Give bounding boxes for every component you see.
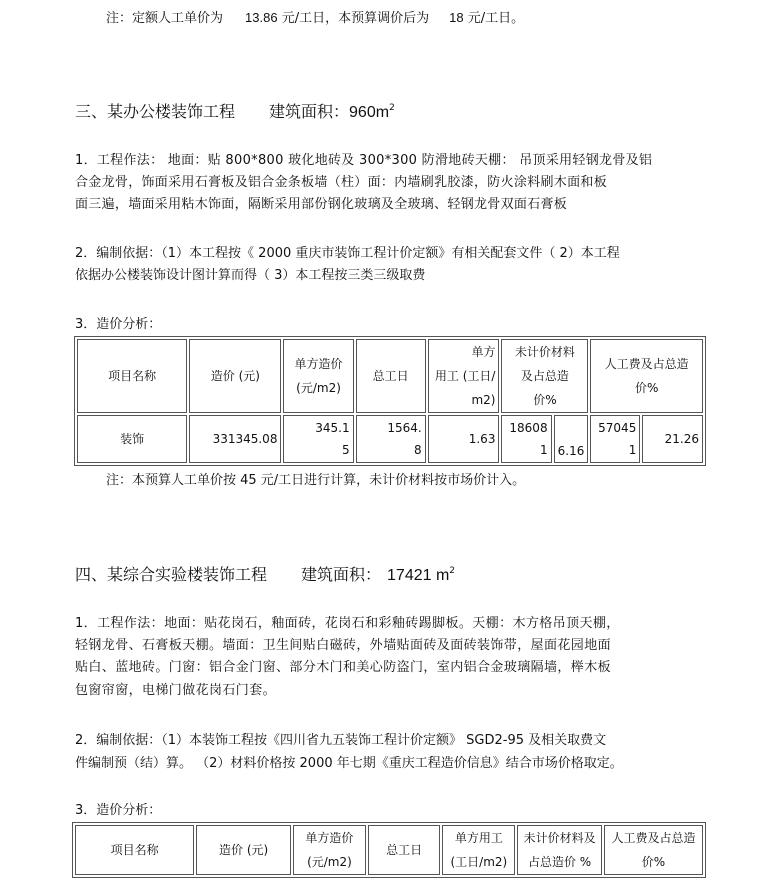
header-material: 未计价材料及 占总造价 % — [517, 825, 602, 875]
section4-cost-table — [72, 822, 706, 878]
header-material: 未计价材料 及占总造 价% — [501, 339, 588, 413]
header-unit-cost: 单方造价 (元/m2) — [283, 339, 353, 413]
table-row — [77, 415, 703, 463]
header-unit-days: 单方 用工 (工日/ m2) — [428, 339, 500, 413]
top-note: 注：定额人工单价为 13.86 元/工日，本预算调价后为 18 元/工日。 — [106, 10, 525, 26]
section3-note: 注：本预算人工单价按 45 元/工日进行计算，未计价材料按市场价计入。 — [106, 473, 526, 488]
cell-labor: 570451 — [590, 415, 640, 463]
section4-method-line-2: 轻钢龙骨、石膏板天棚。墙面：卫生间贴白磁砖，外墙贴面砖及面砖装饰带，屋面花园地面 — [75, 638, 612, 653]
section3-method-line-3: 面三遍，墙面采用粘木饰面，隔断采用部份钢化玻璃及全玻璃、轻钢龙骨双面石膏板 — [75, 197, 568, 212]
cell-material: 186081 — [501, 415, 551, 463]
section4-method-line-4: 包窗帘窗，电梯门做花岗石门套。 — [75, 683, 277, 698]
section3-method-line-1: 1．工程作法： 地面：贴 800*800 玻化地砖及 300*300 防滑地砖天棚： 吊顶采用轻钢龙骨及铝 — [75, 153, 653, 168]
section4-analysis-title: 3．造价分析： — [75, 803, 162, 818]
header-labor: 人工费及占总造 价% — [590, 339, 703, 413]
cell-labor-pct: 21.26 — [642, 415, 703, 463]
section3-area-label: 建筑面积： — [269, 102, 350, 121]
cell-total-days: 1564.8 — [356, 415, 426, 463]
section3-method-line-2: 合金龙骨，饰面采用石膏板及铝合金条板墙（柱）面：内墙刷乳胶漆，防火涂料刷木面和板 — [75, 175, 608, 190]
table-header-row — [77, 339, 703, 413]
section4-basis-line-1: 2．编制依据：（1）本装饰工程按《四川省九五装饰工程计价定额》 SGD2-95 及相关取费文 — [75, 733, 607, 748]
table-header-row — [75, 825, 703, 875]
cell-cost: 331345.08 — [189, 415, 281, 463]
header-item-name: 项目名称 — [77, 339, 187, 413]
section4-method-line-3: 贴白、蓝地砖。门窗：铝合金门窗、部分木门和美心防盗门，室内铝合金玻璃隔墙，榉木板 — [75, 660, 612, 675]
header-item-name: 项目名称 — [75, 825, 194, 875]
cell-item-name: 装饰 — [77, 415, 187, 463]
header-unit-days: 单方用工 (工日/m2) — [442, 825, 515, 875]
section3-area-value: 960m — [349, 104, 390, 121]
section3-basis-line-2: 依据办公楼装饰设计图计算而得（ 3）本工程按三类三级取费 — [75, 268, 426, 283]
header-cost: 造价 (元) — [196, 825, 291, 875]
section4-heading: 四、某综合实验楼装饰工程 建筑面积： 17421 $m^2$ — [75, 565, 456, 584]
cell-unit-days: 1.63 — [428, 415, 500, 463]
header-cost: 造价 (元) — [189, 339, 281, 413]
cell-material-pct: 6.16 — [554, 415, 589, 463]
header-unit-cost: 单方造价 (元/m2) — [293, 825, 366, 875]
section3-basis-line-1: 2．编制依据：（1）本工程按《 2000 重庆市装饰工程计价定额》有相关配套文件（ 2）本工程 — [75, 246, 620, 261]
section4-method-line-1: 1．工程作法：地面：贴花岗石，釉面砖，花岗石和彩釉砖踢脚板。天棚：木方格吊顶天棚， — [75, 616, 620, 631]
section3-title: 三、某办公楼装饰工程 — [75, 102, 236, 121]
header-total-days: 总工日 — [368, 825, 441, 875]
section3-heading: 三、某办公楼装饰工程 建筑面积：$960m^2$ — [75, 102, 395, 121]
cell-unit-cost: 345.15 — [283, 415, 353, 463]
section4-area-value: 17421 m — [387, 567, 450, 584]
section3-cost-table — [74, 336, 706, 466]
section3-analysis-title: 3．造价分析： — [75, 317, 162, 332]
section4-title: 四、某综合实验楼装饰工程 — [75, 565, 268, 584]
header-labor: 人工费及占总造 价% — [604, 825, 703, 875]
header-total-days: 总工日 — [356, 339, 426, 413]
section4-basis-line-2: 件编制预（结）算。 （2）材料价格按 2000 年七期《重庆工程造价信息》结合市场价格取定。 — [75, 756, 623, 771]
section4-area-label: 建筑面积： — [301, 565, 382, 584]
